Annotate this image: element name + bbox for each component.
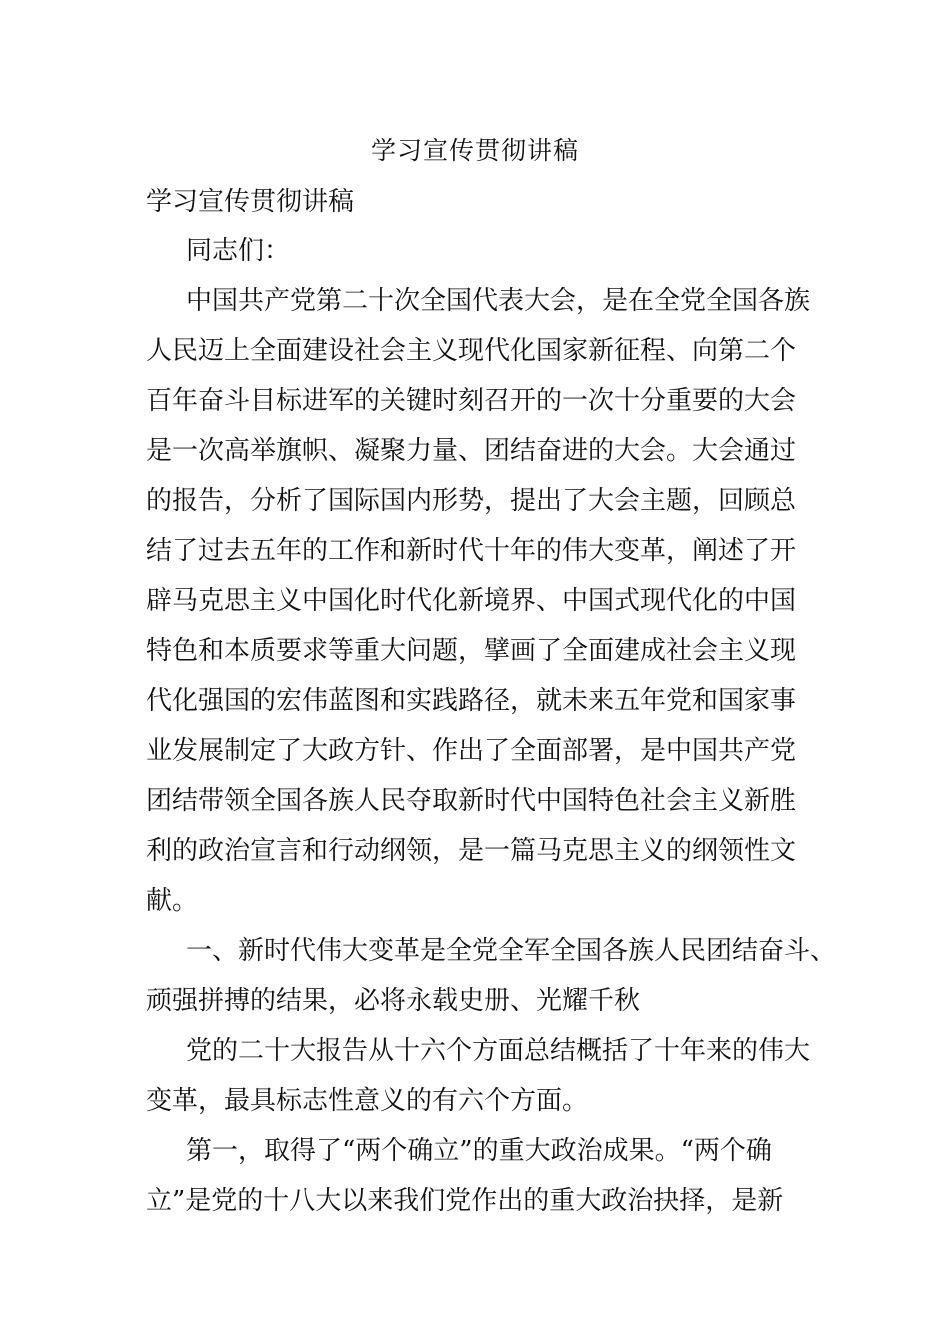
paragraph-line: 党的二十大报告从十六个方面总结概括了十年来的伟大 [186,1036,811,1066]
paragraph-line: 团结带领全国各族人民夺取新时代中国特色社会主义新胜 [146,786,797,816]
section-heading-line: 顽强拼搏的结果，必将永载史册、光耀千秋 [146,986,641,1016]
paragraph-line: 变革，最具标志性意义的有六个方面。 [146,1086,589,1116]
paragraph-line: 利的政治宣言和行动纲领，是一篇马克思主义的纲领性文 [146,836,797,866]
paragraph-line: 特色和本质要求等重大问题，擘画了全面建成社会主义现 [146,636,797,666]
paragraph-line: 立”是党的十八大以来我们党作出的重大政治抉择，是新 [146,1186,784,1216]
paragraph-line: 第一，取得了“两个确立”的重大政治成果。“两个确 [186,1136,772,1166]
paragraph-line: 结了过去五年的工作和新时代十年的伟大变革，阐述了开 [146,536,797,566]
paragraph-line: 是一次高举旗帜、凝聚力量、团结奋进的大会。大会通过 [146,436,797,466]
paragraph-line: 业发展制定了大政方针、作出了全面部署，是中国共产党 [146,736,797,766]
document-title: 学习宣传贯彻讲稿 [370,136,579,165]
paragraph-line: 献。 [146,886,199,916]
paragraph-line: 的报告，分析了国际国内形势，提出了大会主题，回顾总 [146,486,797,516]
paragraph-line: 人民迈上全面建设社会主义现代化国家新征程、向第二个 [146,336,797,366]
heading-line: 学习宣传贯彻讲稿 [146,187,355,217]
paragraph-line: 代化强国的宏伟蓝图和实践路径，就未来五年党和国家事 [146,686,797,716]
paragraph-line: 百年奋斗目标进军的关键时刻召开的一次十分重要的大会 [146,386,797,416]
paragraph-line: 辟马克思主义中国化时代化新境界、中国式现代化的中国 [146,586,797,616]
paragraph-line: 中国共产党第二十次全国代表大会，是在全党全国各族 [186,286,811,316]
section-heading-line: 一、新时代伟大变革是全党全军全国各族人民团结奋斗、 [186,936,837,966]
salutation-line: 同志们： [186,236,291,266]
